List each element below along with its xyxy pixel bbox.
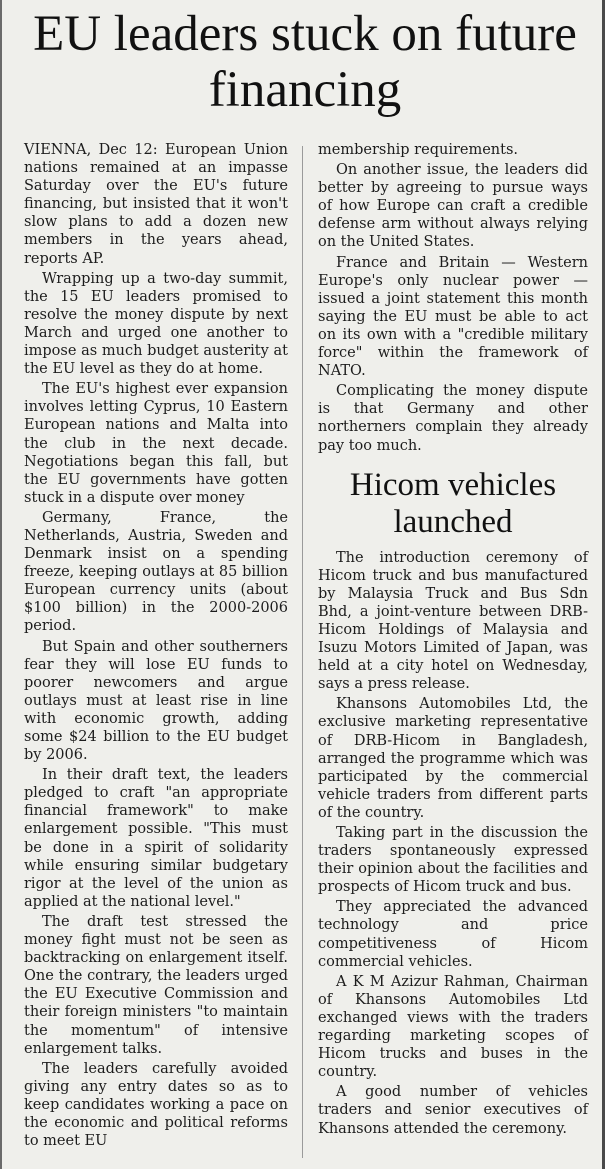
paragraph: The draft test stressed the money fight must not be seen as backtracking on enlargement itself. One the contrary, the leaders urged the EU Executive Commission and their foreign ministers "to maintain the momentum" of intensive enlargement talks. (24, 913, 288, 1057)
paragraph: The EU's highest ever expansion involves letting Cyprus, 10 Eastern European nations and Malta into the club in the next decade. Negotiations began this fall, but the EU governments have gotten stuck in a dispute over money (24, 381, 288, 506)
paragraph: Germany, France, the Netherlands, Austria, Sweden and Denmark insist on a spending freeze, keeping outlays at 85 billion European currency units (about $100 billion) in the 2000-2006 period. (24, 509, 288, 635)
paragraph: On another issue, the leaders did better by agreeing to pursue ways of how Europe can craft a credible defense arm without always relying on the United States. (318, 162, 588, 251)
paragraph: Khansons Automobiles Ltd, the exclusive marketing representative of DRB-Hicom in Bangladesh, arranged the programme which was participated by the commercial vehicle traders from different parts of the country. (318, 696, 588, 821)
paragraph: In their draft text, the leaders pledged to craft "an appropriate financial framework" to make enlargement possible. "This must be done in a spirit of solidarity while ensuring similar budgetary rigor at the level of the union as applied at the national level." (24, 767, 288, 910)
paragraph: A good number of vehicles traders and senior executives of Khansons attended the ceremony. (318, 1084, 588, 1137)
headline-hicom-vehicles: Hicom vehicles launched (349, 466, 557, 540)
paragraph: A K M Azizur Rahman, Chairman of Khansons Automobiles Ltd exchanged views with the traders regarding marketing scopes of Hicom trucks and buses in the country. (318, 973, 588, 1081)
headline-eu-leaders: EU leaders stuck on future financing (33, 6, 577, 118)
paragraph: VIENNA, Dec 12: European Union nations remained at an impasse Saturday over the EU's future financing, but insisted that it won't slow plans to add a dozen new members in the years ahead, reports AP. (24, 142, 288, 267)
paragraph: But Spain and other southerners fear they will lose EU funds to poorer newcomers and argue outlays must at least rise in line with economic growth, adding some $24 billion to the EU budget by 2006. (24, 638, 288, 764)
paragraph: France and Britain — Western Europe's only nuclear power — issued a joint statement this month saying the EU must be able to act on its own with a "credible military force" within the framework of NATO. (318, 254, 588, 380)
column-divider (302, 146, 303, 1158)
paragraph: Taking part in the discussion the traders spontaneously expressed their opinion about the facilities and prospects of Hicom truck and bus. (318, 825, 588, 896)
paragraph: The leaders carefully avoided giving any entry dates so as to keep candidates working a pace on the economic and political reforms to meet EU (24, 1060, 288, 1150)
paragraph: Complicating the money dispute is that Germany and other northerners complain they already pay too much. (318, 383, 588, 454)
paragraph: membership requirements. (318, 142, 519, 158)
paragraph: The introduction ceremony of Hicom truck and bus manufactured by Malaysia Truck and Bus Sdn Bhd, a joint-venture between DRB-Hicom Holdings of Malaysia and Isuzu Motors Limited of Japan, was held at a city hotel on Wednesday, says a press release. (318, 549, 588, 693)
article-eu-column-2 (318, 141, 588, 1140)
paragraph: Wrapping up a two-day summit, the 15 EU leaders promised to resolve the money dispute by next March and urged one another to impose as much budget austerity at the EU level as they do at home. (24, 270, 288, 378)
paragraph: They appreciated the advanced technology and price competitiveness of Hicom commercial vehicles. (318, 899, 588, 970)
article-eu-column-1 (24, 141, 288, 1152)
